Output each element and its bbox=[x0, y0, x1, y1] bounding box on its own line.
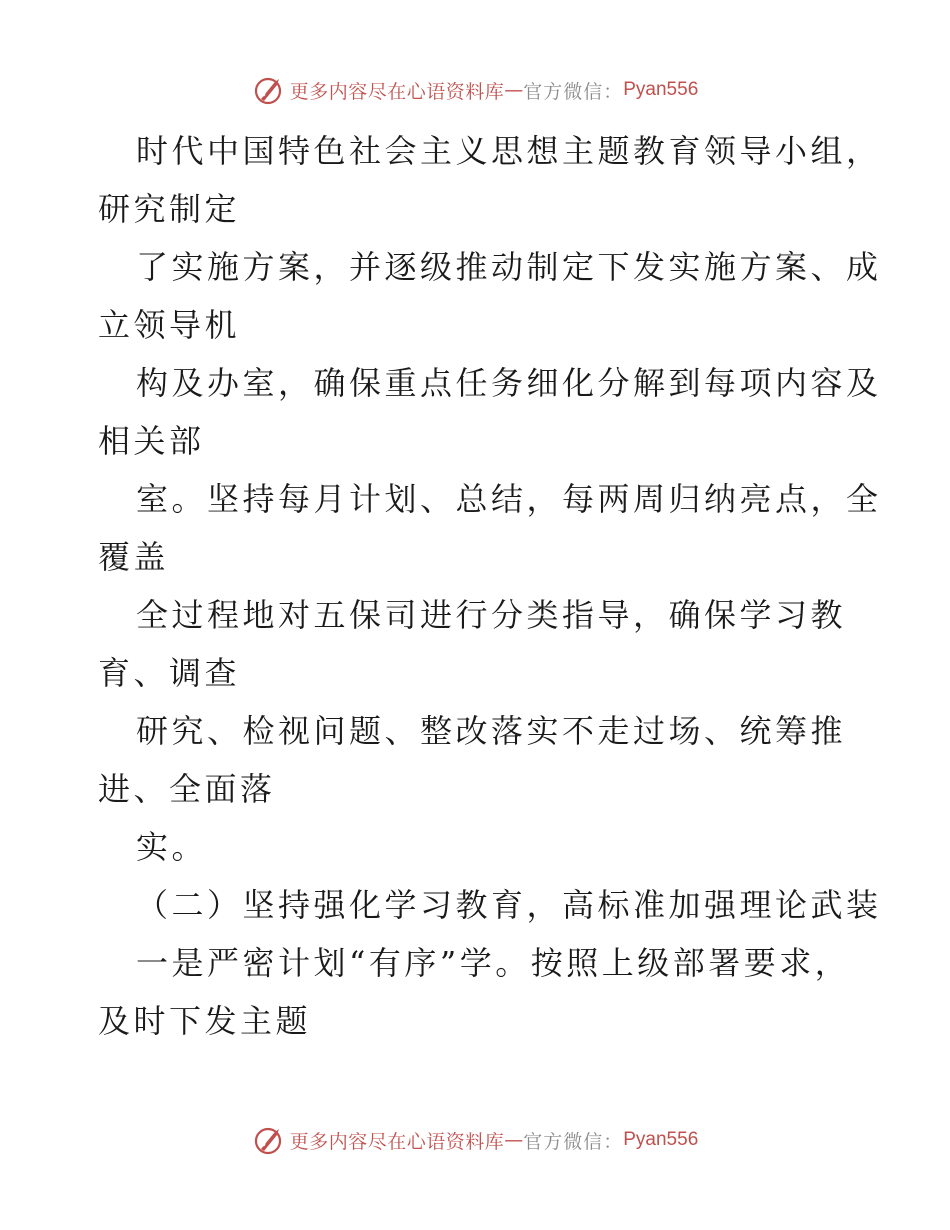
text-line: 实。 bbox=[136, 828, 208, 866]
header-watermark bbox=[0, 70, 950, 110]
watermark-brand: 更多内容尽在心语资料库 bbox=[289, 1130, 505, 1153]
footer-watermark bbox=[0, 1120, 950, 1160]
text-line: 一是严密计划“有序”学。按照上级部署要求， bbox=[136, 944, 851, 982]
document-body bbox=[98, 122, 882, 1050]
text-line: 相关部 bbox=[98, 422, 205, 460]
text-line: 了实施方案，并逐级推动制定下发实施方案、成 bbox=[136, 248, 882, 286]
watermark-dash: — bbox=[504, 1129, 524, 1151]
text-line: 覆盖 bbox=[98, 538, 170, 576]
text-line: 育、调查 bbox=[98, 654, 241, 692]
text-line: 进、全面落 bbox=[98, 770, 276, 808]
text-line: 立领导机 bbox=[98, 306, 241, 344]
pen-nib-logo-icon bbox=[252, 73, 286, 107]
text-line: 构及办室，确保重点任务细化分解到每项内容及 bbox=[136, 364, 882, 402]
watermark-label: 官方微信： bbox=[523, 80, 624, 103]
watermark-brand: 更多内容尽在心语资料库 bbox=[289, 80, 505, 103]
pen-nib-logo-icon bbox=[252, 1123, 286, 1157]
text-line: 研究制定 bbox=[98, 190, 241, 228]
text-line: 室。坚持每月计划、总结，每两周归纳亮点，全 bbox=[136, 480, 882, 518]
watermark-id: Pyan556 bbox=[623, 1129, 699, 1150]
section-heading: （二）坚持强化学习教育，高标准加强理论武装 bbox=[136, 886, 882, 924]
watermark-label: 官方微信： bbox=[523, 1130, 624, 1153]
watermark-id: Pyan556 bbox=[623, 79, 699, 100]
text-line: 全过程地对五保司进行分类指导，确保学习教 bbox=[136, 596, 847, 634]
text-line: 及时下发主题 bbox=[98, 1002, 312, 1040]
text-line: 研究、检视问题、整改落实不走过场、统筹推 bbox=[136, 712, 847, 750]
text-line: 时代中国特色社会主义思想主题教育领导小组， bbox=[136, 132, 882, 170]
watermark-dash: — bbox=[504, 79, 524, 101]
